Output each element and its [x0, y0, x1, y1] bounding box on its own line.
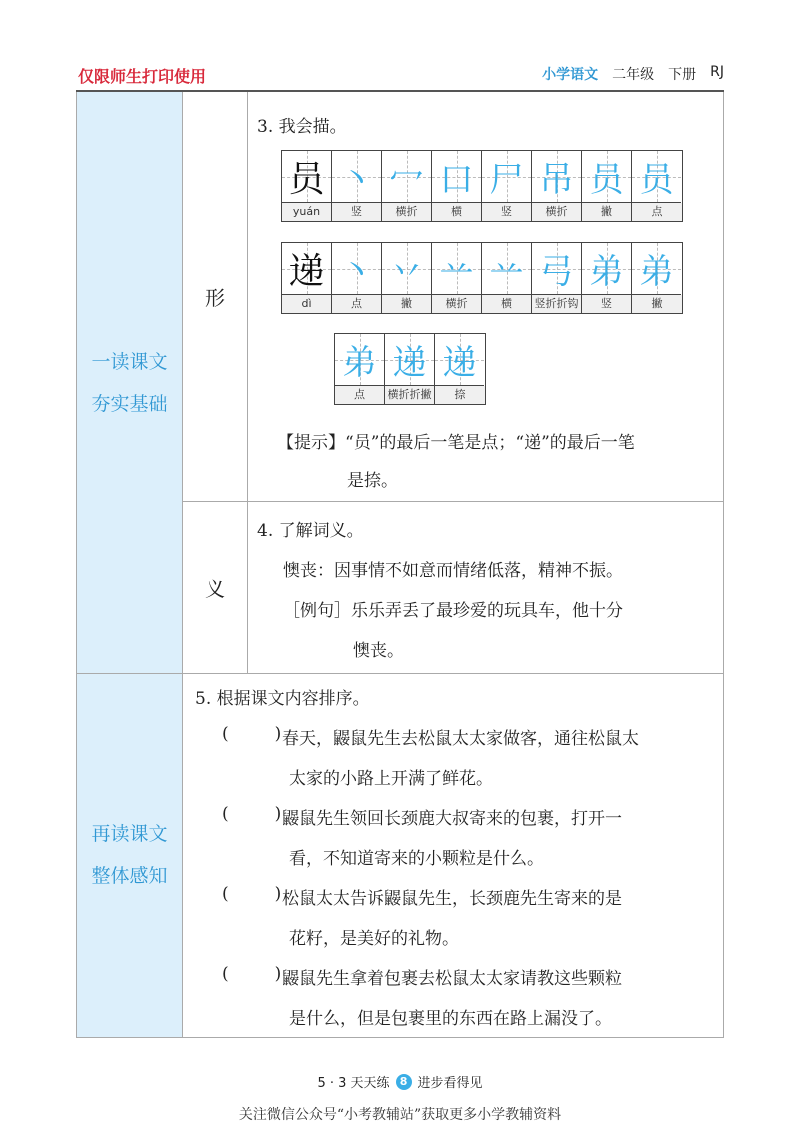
footer-brand: 5 · 3 天天练	[317, 1076, 390, 1091]
section-1-line2: 夯实基础	[91, 392, 168, 415]
answer-blank[interactable]: ( )	[222, 884, 282, 904]
pinyin-di: dì	[282, 295, 331, 313]
section-label-1	[77, 92, 183, 673]
page-number: 8	[396, 1074, 412, 1090]
subject: 小学语文	[542, 67, 599, 83]
q5-item-1-cont: 太家的小路上开满了鲜花。	[289, 769, 493, 789]
q3-hint-cont: 是捺。	[347, 471, 398, 491]
sub-label-xing: 形	[205, 286, 225, 310]
section-2-line1: 再读课文	[91, 823, 168, 845]
divider-sub-col	[247, 92, 248, 673]
print-notice: 仅限师生打印使用	[78, 67, 207, 86]
stroke-cell[interactable]: 弓 竖折折钩	[532, 243, 582, 313]
answer-blank[interactable]: ( )	[222, 964, 282, 984]
volume: 下册	[668, 67, 697, 83]
stroke-grid-yuan	[281, 150, 683, 222]
char-di: 递	[288, 251, 325, 292]
q3-title: 3. 我会描。	[257, 117, 347, 137]
stroke-cell[interactable]: 丶 点	[332, 243, 382, 313]
book-info	[542, 64, 724, 84]
section-label-2	[77, 673, 183, 1037]
section-2-line2: 整体感知	[91, 865, 168, 887]
q5-item-2-cont: 看，不知道寄来的小颗粒是什么。	[289, 849, 544, 869]
q5-item-4-cont: 是什么，但是包裹里的东西在路上漏没了。	[289, 1009, 612, 1029]
q3-hint: 【提示】“员”的最后一笔是点；“递”的最后一笔	[277, 433, 635, 453]
char-cell	[282, 243, 332, 313]
stroke-cell[interactable]: 递 横折折撇	[385, 334, 435, 404]
stroke-cell[interactable]: 冖 横折	[382, 151, 432, 221]
section-1-line1: 一读课文	[91, 350, 168, 373]
sub-label-yi: 义	[205, 576, 225, 601]
q4-title: 4. 了解词义。	[257, 521, 364, 541]
stroke-grid-di-2	[334, 333, 486, 405]
stroke-cell[interactable]: 弟 竖	[582, 243, 632, 313]
stroke-cell[interactable]: 弟 点	[335, 334, 385, 404]
page-footer	[0, 1072, 800, 1091]
char-cell	[282, 151, 332, 221]
q4-example-cont: 懊丧。	[353, 641, 404, 661]
stroke-cell[interactable]: 丷 撇	[382, 243, 432, 313]
answer-blank[interactable]: ( )	[222, 724, 282, 744]
stroke-cell[interactable]: 口 横	[432, 151, 482, 221]
stroke-cell[interactable]: 员 点	[632, 151, 682, 221]
q5-title: 5. 根据课文内容排序。	[195, 689, 370, 709]
stroke-cell[interactable]: 吊 横折	[532, 151, 582, 221]
exercise-table	[76, 92, 724, 1038]
q4-example: ［例句］乐乐弄丢了最珍爱的玩具车，他十分	[283, 601, 623, 621]
char-yuan: 员	[288, 159, 325, 200]
q4-definition: 懊丧：因事情不如意而情绪低落，精神不振。	[283, 561, 623, 581]
stroke-cell[interactable]: 䒑 横	[482, 243, 532, 313]
divider-xing-yi	[183, 501, 724, 502]
stroke-cell[interactable]: 弟 撇	[632, 243, 682, 313]
q5-item-3: 松鼠太太告诉鼹鼠先生，长颈鹿先生寄来的是	[282, 889, 622, 909]
q5-item-4: 鼹鼠先生拿着包裹去松鼠太太家请教这些颗粒	[282, 969, 622, 989]
stroke-cell[interactable]: 员 撇	[582, 151, 632, 221]
stroke-grid-di	[281, 242, 683, 314]
grade: 二年级	[612, 67, 655, 83]
footer-slogan: 进步看得见	[417, 1076, 483, 1091]
q5-item-1: 春天，鼹鼠先生去松鼠太太家做客，通往松鼠太	[282, 729, 639, 749]
stroke-cell[interactable]: 递 捺	[435, 334, 485, 404]
pinyin-yuan: yuán	[282, 203, 331, 221]
edition: RJ	[710, 64, 724, 80]
wechat-note: 关注微信公众号“小考教辅站”获取更多小学教辅资料	[238, 1107, 562, 1123]
q5-item-2: 鼹鼠先生领回长颈鹿大叔寄来的包裹，打开一	[282, 809, 622, 829]
answer-blank[interactable]: ( )	[222, 804, 282, 824]
stroke-cell[interactable]: 丶 竖	[332, 151, 382, 221]
stroke-cell[interactable]: 尸 竖	[482, 151, 532, 221]
divider-sections	[77, 673, 724, 674]
q5-item-3-cont: 花籽，是美好的礼物。	[289, 929, 459, 949]
stroke-cell[interactable]: 䒑 横折	[432, 243, 482, 313]
